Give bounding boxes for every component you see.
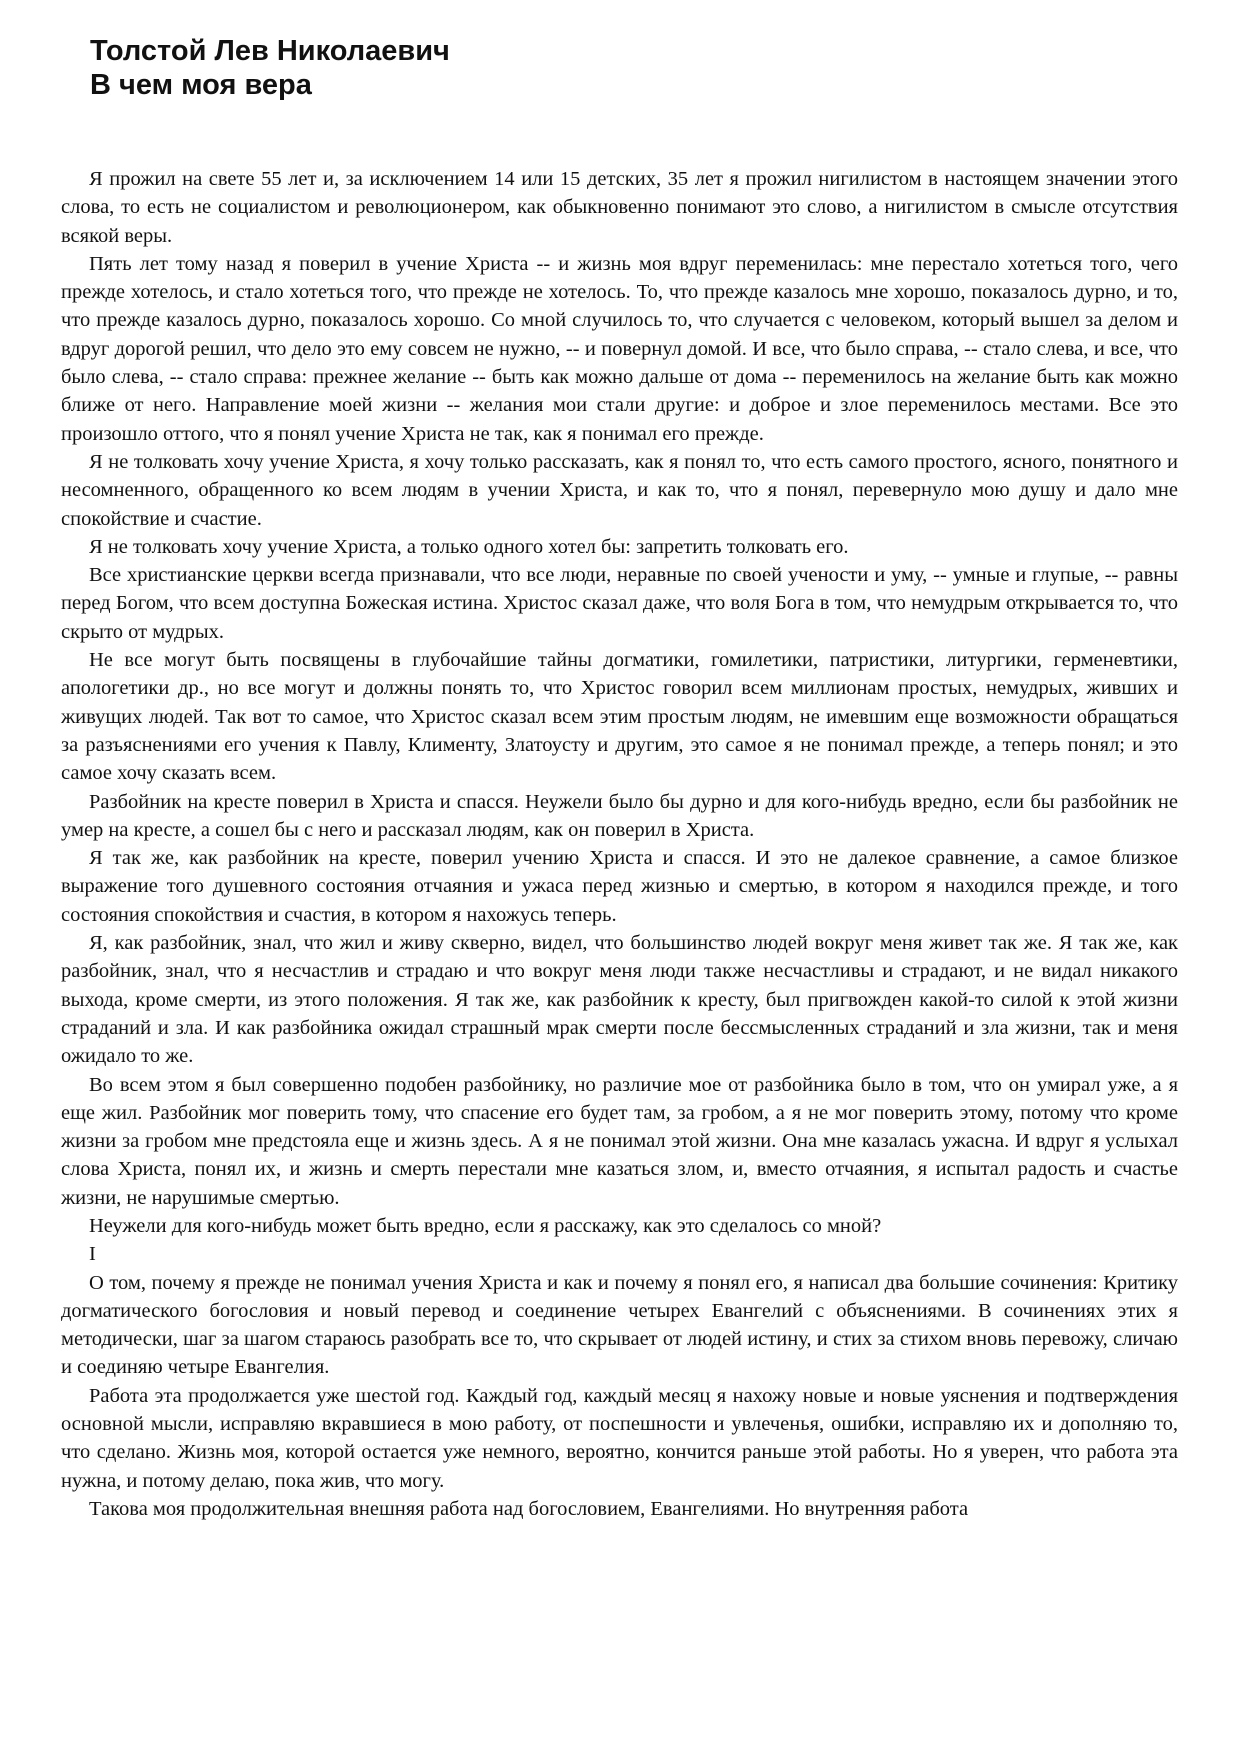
author-name: Толстой Лев Николаевич (90, 35, 450, 67)
paragraph: Я так же, как разбойник на кресте, поверил учению Христа и спасся. И это не далекое сравнение, а самое близкое выражение того душевного состояния отчаяния и ужаса перед жизнью и смертью, в котором я находился прежде, и того состояния спокойствия и счастия, в котором я нахожусь теперь. (61, 847, 1178, 926)
paragraph: Во всем этом я был совершенно подобен разбойнику, но различие мое от разбойника было в том, что он умирал уже, а я еще жил. Разбойник мог поверить тому, что спасение его будет там, за гробом, а я не мог поверить этому, потому что кроме жизни за гробом мне предстояла еще и жизнь здесь. А я не понимал этой жизни. Она мне казалась ужасна. И вдруг я услыхал слова Христа, понял их, и жизнь и смерть перестали мне казаться злом, и, вместо отчаяния, я испытал радость и счастье жизни, не нарушимые смертью. (61, 1073, 1178, 1209)
paragraph: Разбойник на кресте поверил в Христа и спасся. Неужели было бы дурно и для кого-нибудь вредно, если бы разбойник не умер на кресте, а сошел бы с него и рассказал людям, как он поверил в Христа. (61, 790, 1178, 841)
paragraph: Я прожил на свете 55 лет и, за исключением 14 или 15 детских, 35 лет я прожил нигилистом в настоящем значении этого слова, то есть не социалистом и революционером, как обыкновенно понимают это слово, а нигилистом в смысле отсутствия всякой веры. (61, 168, 1178, 247)
paragraph: Все христианские церкви всегда признавали, что все люди, неравные по своей учености и уму, -- умные и глупые, -- равны перед Богом, что всем доступна Божеская истина. Христос сказал даже, что воля Бога в том, что немудрым открывается то, что скрыто от мудрых. (61, 564, 1178, 643)
paragraph: Неужели для кого-нибудь может быть вредно, если я расскажу, как это сделалось со мной? (89, 1214, 882, 1237)
document-body (61, 165, 1178, 1523)
paragraph: Не все могут быть посвящены в глубочайшие тайны догматики, гомилетики, патристики, литургики, герменевтики, апологетики др., но все могут и должны понять то, что Христос говорил всем миллионам простых, немудрых, живших и живущих людей. Так вот то самое, что Христос сказал всем этим простым людям, не имевшим еще возможности обращаться за разъяснениями его учения к Павлу, Клименту, Златоусту и другим, это самое я не понимал прежде, а теперь понял; и это самое хочу сказать всем. (61, 649, 1178, 785)
paragraph: Пять лет тому назад я поверил в учение Христа -- и жизнь моя вдруг переменилась: мне перестало хотеться того, чего прежде хотелось, и стало хотеться того, что прежде не хотелось. То, что прежде казалось мне хорошо, показалось дурно, и то, что прежде казалось дурно, показалось хорошо. Со мной случилось то, что случается с человеком, который вышел за делом и вдруг дорогой решил, что дело это ему совсем не нужно, -- и повернул домой. И все, что было справа, -- стало слева, и все, что было слева, -- стало справа: прежнее желание -- быть как можно дальше от дома -- переменилось на желание быть как можно ближе от него. Направление моей жизни -- желания мои стали другие: и доброе и злое переменилось местами. Все это произошло оттого, что я понял учение Христа не так, как я понимал его прежде. (61, 252, 1178, 445)
paragraph: О том, почему я прежде не понимал учения Христа и как и почему я понял его, я написал два большие сочинения: Критику догматического богословия и новый перевод и соединение четырех Евангелий с объяснениями. В сочинениях этих я методически, шаг за шагом стараюсь разобрать все то, что скрывает от людей истину, и стих за стихом вновь перевожу, сличаю и соединяю четыре Евангелия. (61, 1271, 1178, 1379)
paragraph: Я не толковать хочу учение Христа, я хочу только рассказать, как я понял то, что есть самого простого, ясного, понятного и несомненного, обращенного ко всем людям в учении Христа, и как то, что я понял, перевернуло мою душу и дало мне спокойствие и счастие. (61, 450, 1178, 530)
document-header (90, 34, 450, 102)
paragraph: Работа эта продолжается уже шестой год. Каждый год, каждый месяц я нахожу новые и новые уяснения и подтверждения основной мысли, исправляю вкравшиеся в мою работу, от поспешности и увлеченья, ошибки, исправляю их и дополняю то, что сделано. Жизнь моя, которой остается уже немного, вероятно, кончится раньше этой работы. Но я уверен, что работа эта нужна, и потому делаю, пока жив, что могу. (61, 1384, 1178, 1492)
paragraph: Я, как разбойник, знал, что жил и живу скверно, видел, что большинство людей вокруг меня живет так же. Я так же, как разбойник, знал, что я несчастлив и страдаю и что вокруг меня люди также несчастливы и страдают, и не видал никакого выхода, кроме смерти, из этого положения. Я так же, как разбойник к кресту, был пригвожден какой-то силой к этой жизни страданий и зла. И как разбойника ожидал страшный мрак смерти после бессмысленных страданий и зла жизни, так и меня ожидало то же. (61, 932, 1178, 1068)
paragraph: Такова моя продолжительная внешняя работа над богословием, Евангелиями. Но внутренняя работа (89, 1497, 969, 1520)
chapter-heading: I (89, 1243, 96, 1266)
document-title: В чем моя вера (90, 69, 312, 101)
paragraph: Я не толковать хочу учение Христа, а только одного хотел бы: запретить толковать его. (89, 535, 849, 558)
